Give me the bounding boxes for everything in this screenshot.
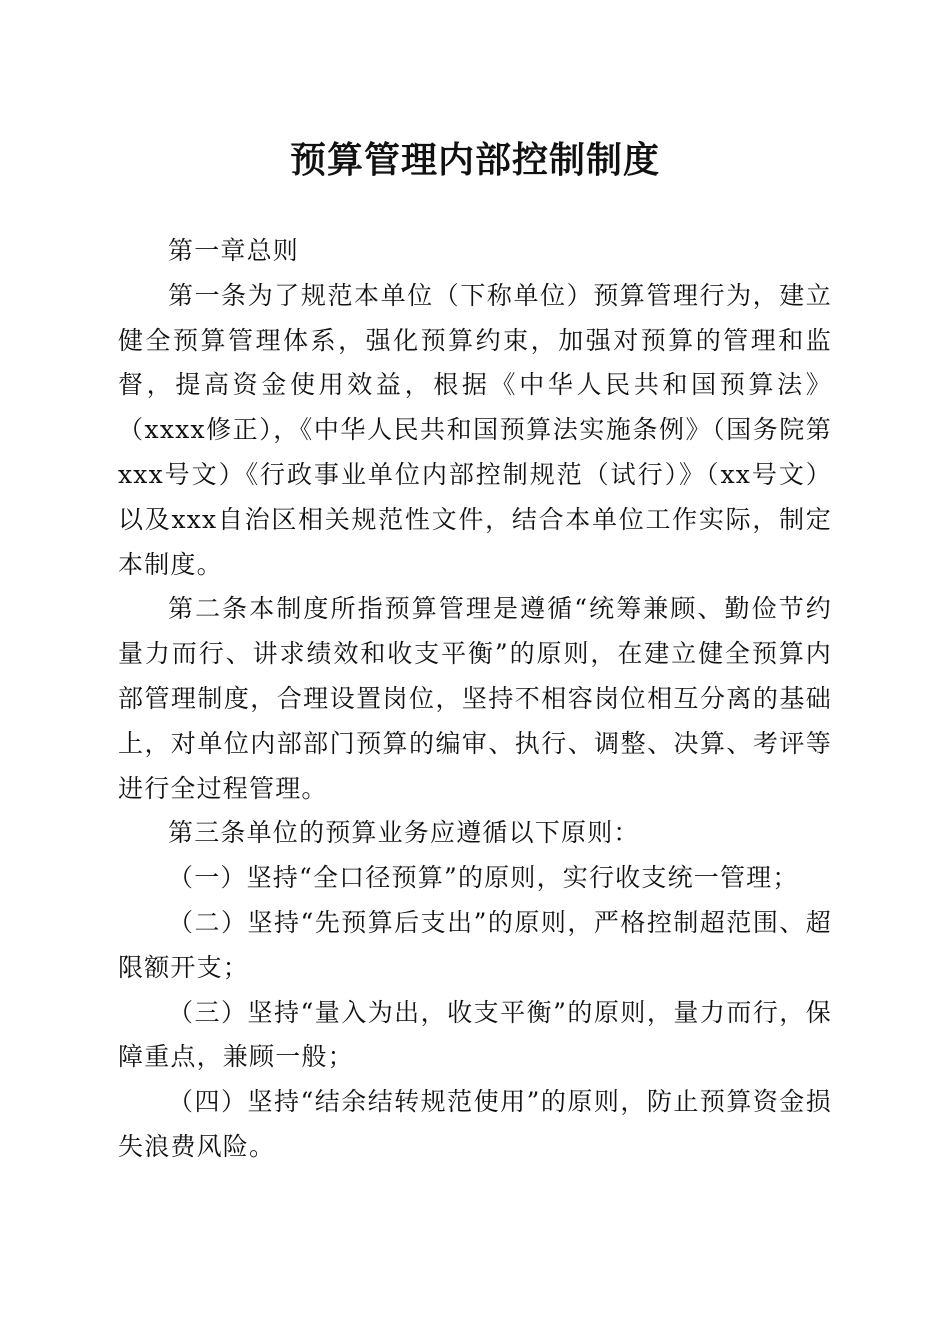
article-3-paragraph: 第三条单位的预算业务应遵循以下原则： xyxy=(168,818,640,848)
principle-1-paragraph: （一）坚持“全口径预算”的原则，实行收支统一管理； xyxy=(168,863,799,893)
principle-2-paragraph: （二）坚持“先预算后支出”的原则，严格控制超范围、超限额开支； xyxy=(118,907,832,982)
principle-4-paragraph: （四）坚持“结余结转规范使用”的原则，防止预算资金损失浪费风险。 xyxy=(118,1087,832,1161)
document-body xyxy=(118,229,832,1170)
chapter-heading: 第一章总则 xyxy=(168,236,300,265)
article-2-paragraph: 第二条本制度所指预算管理是遵循“统筹兼顾、勤俭节约量力而行、讲求绩效和收支平衡”的原则，在建立健全预算内部管理制度，合理设置岗位，坚持不相容岗位相互分离的基础上，对单位内部部门预算的编审、执行、调整、决算、考评等进行全过程管理。 xyxy=(118,594,832,803)
principle-3-paragraph: （三）坚持“量入为出，收支平衡”的原则，量力而行，保障重点，兼顾一般； xyxy=(118,997,832,1072)
article-1-paragraph: 第一条为了规范本单位（下称单位）预算管理行为，建立健全预算管理体系，强化预算约束，加强对预算的管理和监督，提高资金使用效益，根据《中华人民共和国预算法》（xxxx修正），《中华人民共和国预算法实施条例》（国务院第xxx号文）《行政事业单位内部控制规范（试行）》（xx号文）以及xxx自治区相关规范性文件，结合本单位工作实际，制定本制度。 xyxy=(118,280,832,579)
document-title: 预算管理内部控制制度 xyxy=(289,139,660,181)
